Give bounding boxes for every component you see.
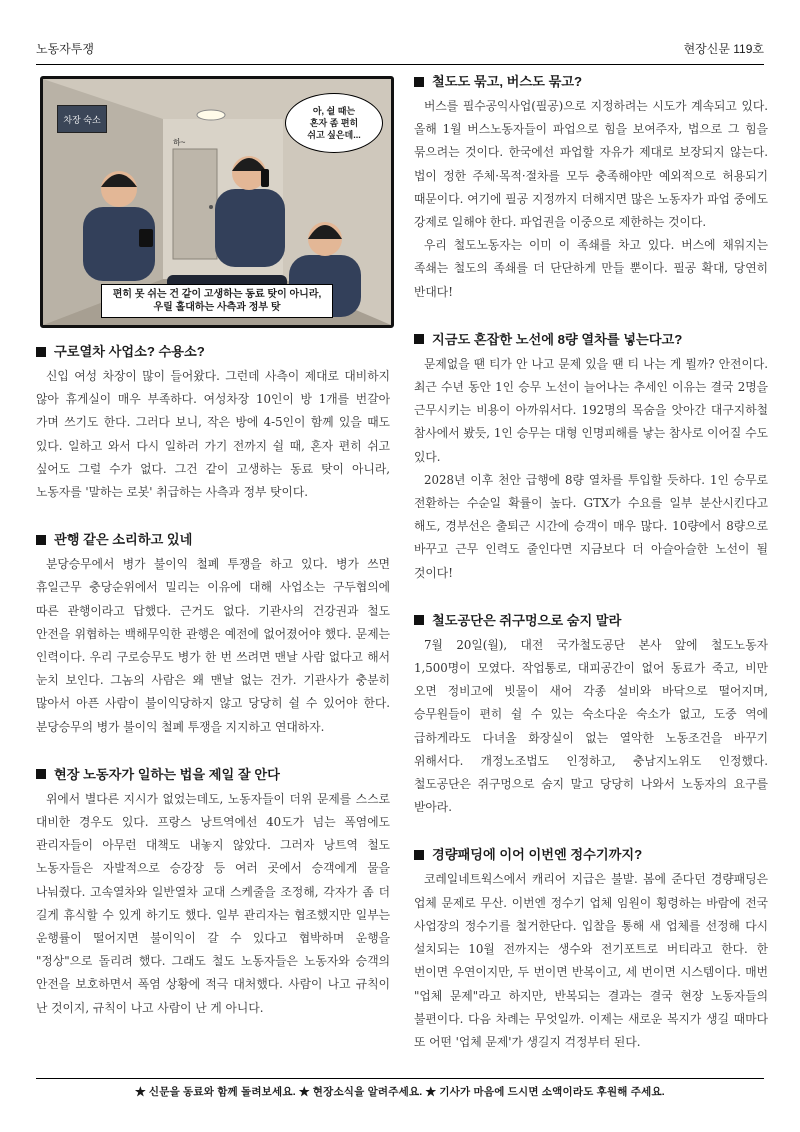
footer-note: ★ 신문을 동료와 함께 돌려보세요. ★ 현장소식을 알려주세요. ★ 기사가 마음에 드시면 소액이라도 후원해 주세요. [135,1086,665,1098]
comic-illustration [40,76,394,328]
article-paragraph: 버스를 필수공익사업(필공)으로 지정하려는 시도가 계속되고 있다. 올해 1월 버스노동자들이 파업으로 힘을 보여주자, 법으로 그 힘을 묶으려는 것이다. 한국에선 파업할 자유가 제대로 보장되지 않는다. 법이 정한 주체·목적·절차를 모두 충족해야만 예외적으로 허용되기 때문이다. 여기에 필공 지정까지 더해지면 많은 노동자가 파업 중에도 강제로 일해야 한다. 파업권을 이중으로 제한하는 것이다. [414,99,768,230]
page-header [36,40,764,62]
footer-divider [36,1078,764,1079]
article-title: 철도공단은 쥐구멍으로 숨지 말라 [414,611,768,630]
article-title: 관행 같은 소리하고 있네 [36,530,390,549]
room-sign: 차장 숙소 [57,105,107,133]
article-title: 지금도 혼잡한 노선에 8량 열차를 넣는다고? [414,330,768,349]
article-title: 철도도 묶고, 버스도 묶고? [414,72,768,91]
article-8-car-train [414,330,768,585]
publication-name: 노동자투쟁 [36,42,94,56]
article-title: 현장 노동자가 일하는 법을 제일 잘 안다 [36,765,390,784]
article-title: 경량패딩에 이어 이번엔 정수기까지? [414,845,768,864]
sigh-text: 하~ [173,138,186,147]
caption-line-1: 편히 못 쉬는 건 같이 고생하는 동료 탓이 아니라, [112,289,322,300]
caption-line-2: 우릴 홀대하는 사측과 정부 탓 [153,302,281,313]
right-column [414,72,768,1080]
square-bullet-icon [36,535,46,545]
article-paragraph: 2028년 이후 천안 급행에 8량 열차를 투입할 듯하다. 1인 승무로 전환하는 수순일 확률이 높다. GTX가 수요를 일부 분산시킨다고 해도, 경부선은 출퇴근 시간에 승객이 매우 많다. 10량에서 8량으로 바꾸고 근무 인력도 줄인다면 지금보다 더 아슬아슬한 노선이 될 것이다! [414,472,768,580]
article-title: 구로열차 사업소? 수용소? [36,342,390,361]
article-body: 위에서 별다른 지시가 없었는데도, 노동자들이 더위 문제를 스스로 대비한 경우도 있다. 프랑스 낭트역에선 40도가 넘는 폭염에도 관리자들이 아무런 대책도 내놓지 않았다. 그러자 낭트역 철도 노동자들은 자발적으로 승강장 등 여러 곳에서 승객에게 물을 나눠줬다. 고속열차와 일반열차 교대 스케줄을 조정해, 각자가 좀 더 길게 휴식할 수 있게 하기도 했다. 일부 관리자는 협조했지만 일부는 운행률이 떨어지면 불이익이 갈 수 있다고 협박하며 운행을 "정상"으로 돌리려 했다. 그래도 철도 노동자들은 노동자와 승객의 안전을 보호하면서 폭염 상황에 적극 대처했다. 사람이 나고 규칙이 난 것이지, 규칙이 나고 사람이 난 게 아니다. [36,791,390,1015]
square-bullet-icon [414,615,424,625]
article-sick-leave [36,530,390,739]
square-bullet-icon [414,850,424,860]
comic-caption [101,284,333,318]
header-divider [36,64,764,65]
article-rail-authority [414,611,768,820]
left-column [36,72,390,1046]
article-paragraph: 우리 철도노동자는 이미 이 족쇄를 차고 있다. 버스에 채워지는 족쇄는 철도의 족쇄를 더 단단하게 만들 뿐이다. 필공 확대, 당연히 반대다! [414,238,768,299]
article-body: 신입 여성 차장이 많이 들어왔다. 그런데 사측이 제대로 대비하지 않아 휴게실이 매우 부족하다. 여성차장 10인이 방 1개를 번갈아 가며 쓰기도 한다. 그러다 보니, 작은 방에 4-5인이 함께 있을 때도 있다. 일하고 와서 다시 일하러 가기 전까지 쉴 때, 혼자 편히 쉬고 싶어도 그럴 수가 없다. 그건 같이 고생하는 동료 탓이 아니라, 노동자를 '말하는 로봇' 취급하는 사측과 정부 탓이다. [36,369,390,500]
article-water-purifier [414,845,768,1054]
article-paragraph: 7월 20일(월), 대전 국가철도공단 본사 앞에 철도노동자 1,500명이 모였다. 작업통로, 대피공간이 없어 동료가 죽고, 비만 오면 정비고에 빗물이 새어 각종 설비와 바닥으로 떨어지며, 승무원들이 편히 쉴 수 있는 숙소다운 숙소가 없고, 도중 역에 급하게라도 다녀올 화장실이 없는 열악한 노동조건을 바꾸기 위해서다. 개정노조법도 인정하고, 충남지노위도 인정했다. 철도공단은 쥐구멍으로 숨지 말고 당당히 나와서 노동자의 요구를 받아라. [414,637,768,815]
speech-bubble: 아, 쉴 때는 혼자 좀 편히 쉬고 싶은데... [285,93,383,153]
square-bullet-icon [414,77,424,87]
square-bullet-icon [414,334,424,344]
article-paragraph: 코레일네트웍스에서 캐리어 지급은 불발. 봄에 준다던 경량패딩은 업체 문제로 무산. 이번엔 정수기 업체 임원이 횡령하는 바람에 전국 사업장의 정수기를 철거한단다. 입찰을 통해 새 업체를 선정해 다시 설치되는 10월 전까지는 생수와 전기포트로 버티라고 한다. 한 번이면 우연이지만, 두 번이면 반복이고, 세 번이면 시스템이다. 매번 "업체 문제"라고 하지만, 반복되는 결과는 결국 현장 노동자들의 불편이다. 다음 차례는 무엇일까. 이제는 새로운 복지가 생길 때마다 또 어떤 '업체 문제'가 생길지 걱정부터 된다. [414,872,768,1049]
issue-number: 현장신문 119호 [683,42,764,56]
article-field-workers [36,765,390,1020]
square-bullet-icon [36,769,46,779]
square-bullet-icon [36,347,46,357]
article-essential-service [414,72,768,304]
article-guro-train [36,342,390,504]
article-body: 분당승무에서 병가 불이익 철폐 투쟁을 하고 있다. 병가 쓰면 휴일근무 충당순위에서 밀리는 이유에 대해 사업소는 구두협의에 따른 관행이라고 답했다. 근거도 없다. 기관사의 건강권과 철도 안전을 위협하는 백해무익한 관행은 예전에 없어졌어야 했다. 문제는 인력이다. 우리 구로승무도 병가 한 번 쓰려면 맨날 사람 없다고 해서 눈치 보인다. 그놈의 사람은 왜 맨날 없는 건가. 기관사가 충분히 많아서 아픈 사람이 불이익당하지 않고 당당히 쉴 수 있어야 한다. 분당승무의 병가 불이익 철폐 투쟁을 지지하고 연대하자. [36,557,390,734]
article-paragraph: 문제없을 땐 티가 안 나고 문제 있을 땐 티 나는 게 뭘까? 안전이다. 최근 수년 동안 1인 승무 노선이 늘어나는 추세인 이유는 결국 2명을 근무시키는 비용이 아까워서다. 192명의 목숨을 앗아간 대구지하철 참사에서 봤듯, 1인 승무는 대형 인명피해를 낳는 참사로 이어질 수도 있다. [414,356,768,464]
